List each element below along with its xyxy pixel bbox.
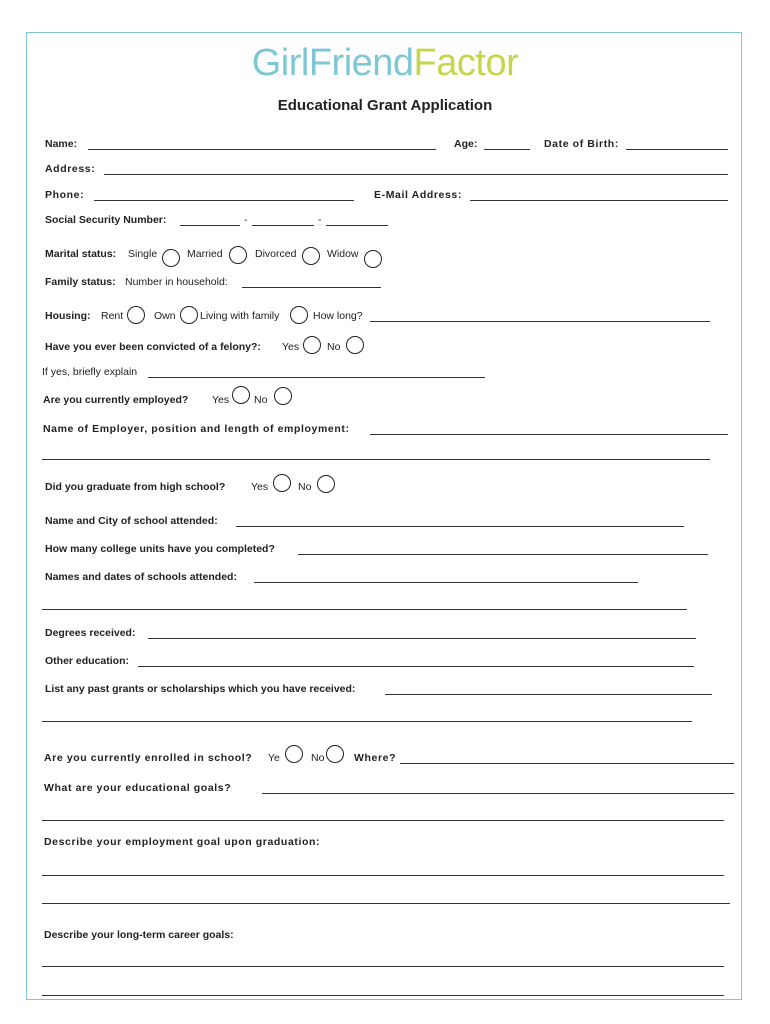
edu-goals-field-2[interactable]	[42, 820, 724, 821]
marital-widow-radio[interactable]	[364, 250, 382, 268]
schools-dates-field-1[interactable]	[254, 582, 638, 583]
dob-label: Date of Birth:	[544, 138, 619, 150]
employment-goal-field-1[interactable]	[42, 875, 724, 876]
highschool-no-label: No	[298, 481, 312, 493]
edu-goals-label: What are your educational goals?	[44, 782, 232, 794]
employer-field-1[interactable]	[370, 434, 728, 435]
ssn-label: Social Security Number:	[45, 214, 167, 226]
employed-yes-label: Yes	[212, 394, 230, 406]
felony-yes-label: Yes	[282, 341, 300, 353]
highschool-no-radio[interactable]	[317, 475, 335, 493]
school-name-label: Name and City of school attended:	[45, 515, 218, 527]
how-long-label: How long?	[313, 310, 363, 322]
email-label: E-Mail Address:	[374, 189, 462, 201]
where-label: Where?	[354, 752, 397, 764]
logo	[0, 44, 770, 82]
ssn-field-1[interactable]	[180, 225, 240, 226]
highschool-yes-radio[interactable]	[273, 474, 291, 492]
employment-goal-label: Describe your employment goal upon graduation:	[44, 836, 321, 848]
where-field[interactable]	[400, 763, 734, 764]
marital-option-single: Single	[128, 248, 158, 260]
degrees-field[interactable]	[148, 638, 696, 639]
edu-goals-field-1[interactable]	[262, 793, 734, 794]
felony-no-label: No	[327, 341, 341, 353]
employer-question: Name of Employer, position and length of employment:	[43, 423, 350, 435]
ssn-separator-1: -	[244, 214, 248, 226]
name-label: Name:	[45, 138, 78, 150]
marital-single-radio[interactable]	[162, 249, 180, 267]
marital-married-radio[interactable]	[229, 246, 247, 264]
employed-no-radio[interactable]	[274, 387, 292, 405]
enrolled-no-radio[interactable]	[326, 745, 344, 763]
age-label: Age:	[454, 138, 478, 150]
grants-field-1[interactable]	[385, 694, 712, 695]
felony-yes-radio[interactable]	[303, 336, 321, 354]
career-goals-field-2[interactable]	[42, 995, 724, 996]
dob-field[interactable]	[626, 149, 728, 150]
marital-option-divorced: Divorced	[255, 248, 297, 260]
housing-rent-radio[interactable]	[127, 306, 145, 324]
household-field[interactable]	[242, 287, 381, 288]
schools-dates-label: Names and dates of schools attended:	[45, 571, 237, 583]
felony-no-radio[interactable]	[346, 336, 364, 354]
logo-part1: GirlFriend	[251, 42, 414, 84]
phone-label: Phone:	[45, 189, 85, 201]
college-units-label: How many college units have you completed?	[45, 543, 275, 555]
employed-yes-radio[interactable]	[232, 386, 250, 404]
ssn-field-3[interactable]	[326, 225, 388, 226]
family-text: Number in household:	[125, 276, 228, 288]
other-edu-field[interactable]	[138, 666, 694, 667]
grants-field-2[interactable]	[42, 721, 692, 722]
enrolled-yes-radio[interactable]	[285, 745, 303, 763]
address-field[interactable]	[104, 174, 728, 175]
employed-question: Are you currently employed?	[43, 394, 189, 406]
address-label: Address:	[45, 163, 96, 175]
highschool-question: Did you graduate from high school?	[45, 481, 226, 493]
page-title: Educational Grant Application	[277, 97, 493, 114]
marital-option-married: Married	[187, 248, 223, 260]
grants-label: List any past grants or scholarships which you have received:	[45, 683, 356, 695]
schools-dates-field-2[interactable]	[42, 609, 687, 610]
email-field[interactable]	[470, 200, 728, 201]
age-field[interactable]	[484, 149, 530, 150]
school-name-field[interactable]	[236, 526, 684, 527]
degrees-label: Degrees received:	[45, 627, 136, 639]
felony-question: Have you ever been convicted of a felony?:	[45, 341, 261, 353]
felony-explain-field[interactable]	[148, 377, 485, 378]
employment-goal-field-2[interactable]	[42, 903, 730, 904]
highschool-yes-label: Yes	[251, 481, 269, 493]
housing-option-family: Living with family	[200, 310, 280, 322]
college-units-field[interactable]	[298, 554, 708, 555]
housing-option-own: Own	[154, 310, 176, 322]
ssn-separator-2: -	[318, 214, 322, 226]
housing-label: Housing:	[45, 310, 91, 322]
enrolled-no-label: No	[311, 752, 325, 764]
how-long-field[interactable]	[370, 321, 710, 322]
enrolled-question: Are you currently enrolled in school?	[44, 752, 253, 764]
employer-field-2[interactable]	[42, 459, 710, 460]
marital-label: Marital status:	[45, 248, 117, 260]
career-goals-field-1[interactable]	[42, 966, 724, 967]
other-edu-label: Other education:	[45, 655, 130, 667]
enrolled-yes-label: Ye	[268, 752, 280, 764]
housing-family-radio[interactable]	[290, 306, 308, 324]
family-label: Family status:	[45, 276, 116, 288]
marital-divorced-radio[interactable]	[302, 247, 320, 265]
career-goals-label: Describe your long-term career goals:	[44, 929, 234, 941]
name-field[interactable]	[88, 149, 436, 150]
housing-option-rent: Rent	[101, 310, 124, 322]
felony-explain-label: If yes, briefly explain	[42, 366, 138, 378]
ssn-field-2[interactable]	[252, 225, 314, 226]
logo-part2: Factor	[413, 42, 519, 84]
housing-own-radio[interactable]	[180, 306, 198, 324]
employed-no-label: No	[254, 394, 268, 406]
marital-option-widow: Widow	[327, 248, 359, 260]
phone-field[interactable]	[94, 200, 354, 201]
